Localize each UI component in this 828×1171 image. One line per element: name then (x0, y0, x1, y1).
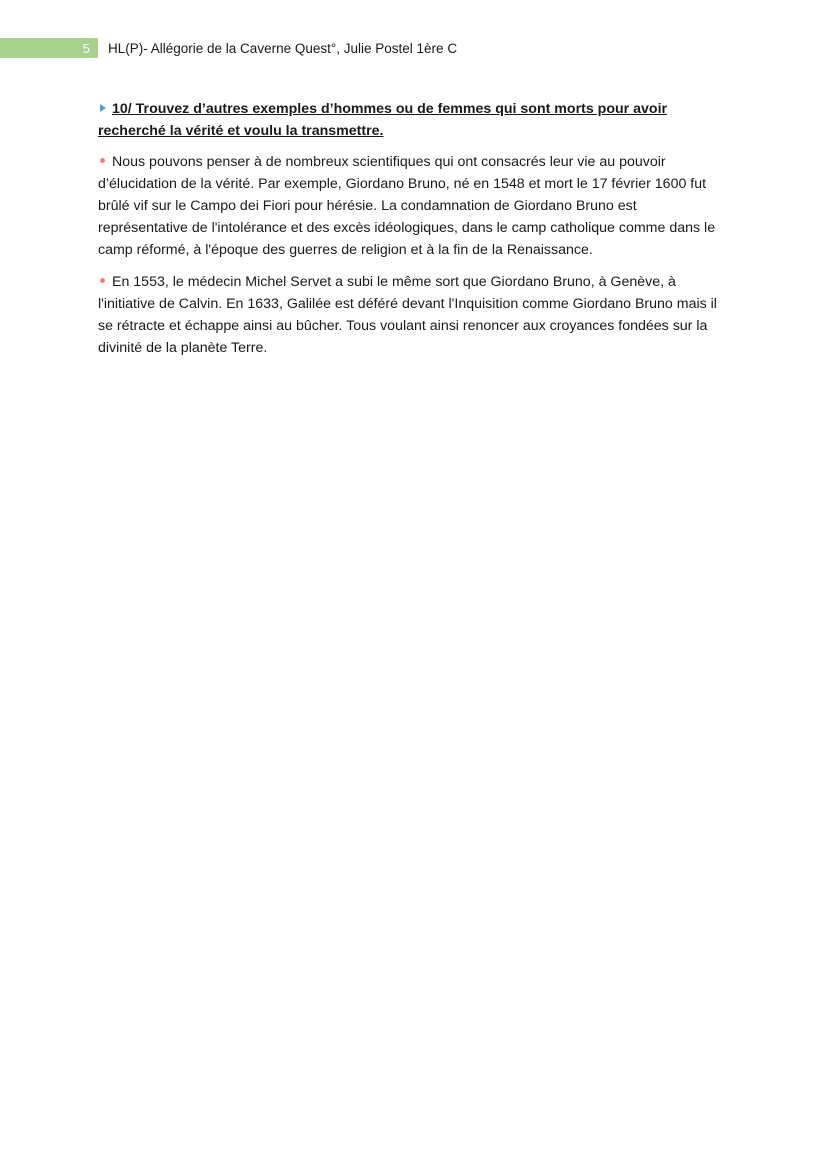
document-body (98, 98, 728, 369)
page-number: 5 (0, 38, 98, 58)
triangle-right-icon (100, 104, 106, 112)
header-title: HL(P)- Allégorie de la Caverne Quest°, Julie Postel 1ère C (108, 40, 458, 56)
question-text: 10/ Trouvez d’autres exemples d’hommes ou de femmes qui sont morts pour avoir recherché la vérité et voulu la transmettre. (98, 101, 668, 139)
paragraph-1 (98, 151, 728, 261)
bullet-dot-icon (100, 158, 105, 163)
question-heading (98, 98, 728, 142)
page-header (0, 38, 457, 58)
paragraph-2 (98, 271, 728, 359)
paragraph-2-text: En 1553, le médecin Michel Servet a subi le même sort que Giordano Bruno, à Genève, à l'initiative de Calvin. En 1633, Galilée est déféré devant l'Inquisition comme Giordano Bruno mais il se rétracte et échappe ainsi au bûcher. Tous voulant ainsi renoncer aux croyances fondées sur la divinité de la planète Terre. (98, 274, 717, 356)
paragraph-1-text: Nous pouvons penser à de nombreux scientifiques qui ont consacrés leur vie au pouvoir d’élucidation de la vérité. Par exemple, Giordano Bruno, né en 1548 et mort le 17 février 1600 fut brûlé vif sur le Campo dei Fiori pour hérésie. La condamnation de Giordano Bruno est représentative de l'intolérance et des excès idéologiques, dans le camp catholique comme dans le camp réformé, à l'époque des guerres de religion et à la fin de la Renaissance. (98, 154, 716, 258)
bullet-dot-icon (100, 278, 105, 283)
